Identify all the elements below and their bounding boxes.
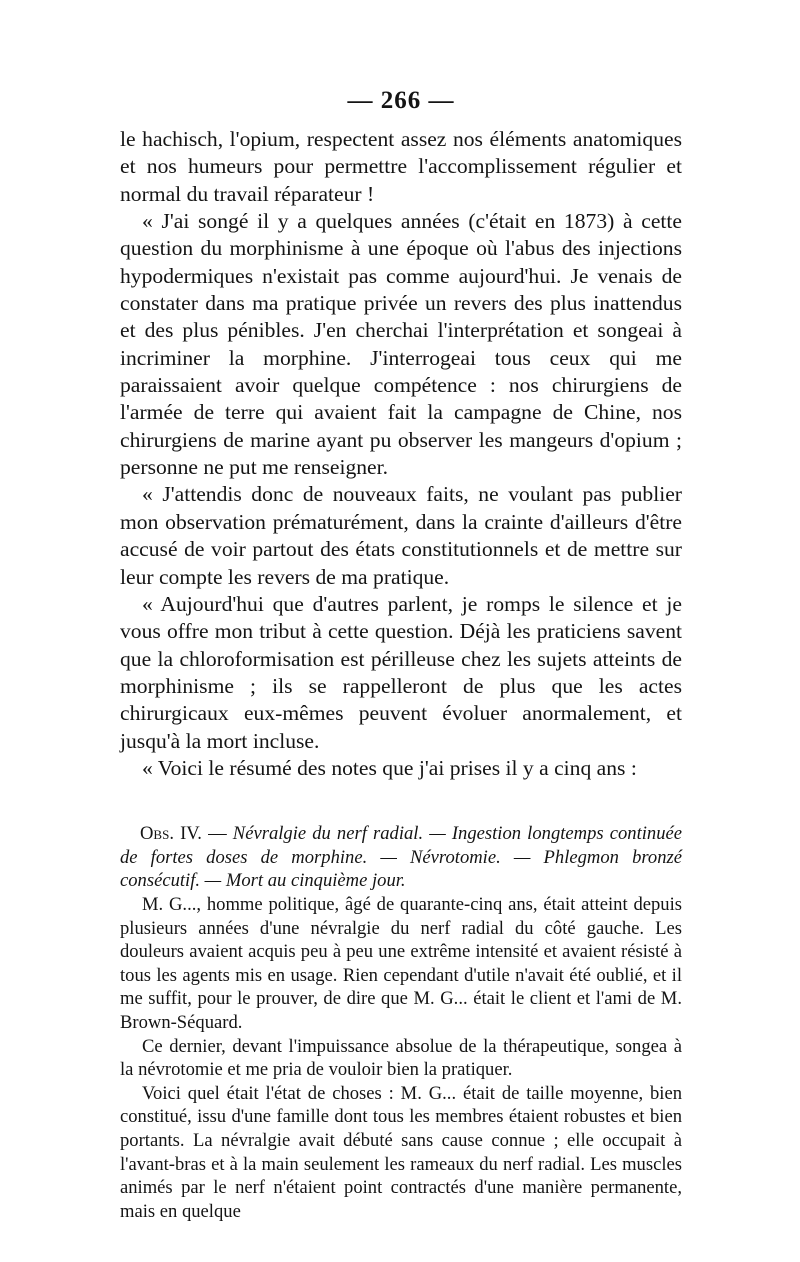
observation-paragraph-etat: Voici quel était l'état de choses : M. G... était de taille moyenne, bien constitué, issu d'une famille dont tous les membres étaient robustes et bien portants. La névralgie avait débuté sans cause connue ; elle occupait à l'avant-bras et à la main seulement les rameaux du nerf radial. Les muscles animés par le nerf n'étaient point contractés d'une manière permanente, mais en quelque xyxy=(120,1082,682,1222)
book-page xyxy=(120,84,682,1223)
observation-paragraph-therapeutique: Ce dernier, devant l'impuissance absolue de la thérapeutique, songea à la névrotomie et me pria de vouloir bien la pratiquer. xyxy=(120,1035,682,1081)
paragraph-resume-notes: « Voici le résumé des notes que j'ai prises il y a cinq ans : xyxy=(142,755,637,780)
paragraph-attendis: « J'attendis donc de nouveaux faits, ne voulant pas publier mon observation prématurément, dans la crainte d'ailleurs d'être accusé de voir partout des états constitutionnels et de mettre sur leur compte les revers de ma pratique. xyxy=(120,482,682,589)
observation-label: Obs. IV. xyxy=(140,823,202,845)
observation-dash: — xyxy=(201,823,233,845)
observation-block xyxy=(120,822,682,1223)
observation-heading xyxy=(120,822,682,893)
section-gap xyxy=(120,782,682,822)
observation-title: Névralgie du nerf radial. — Ingestion longtemps continuée de fortes doses de morphine. — Névrotomie. — Phlegmon bronzé consécutif. — Mort au cinquième jour. xyxy=(120,823,683,892)
main-text xyxy=(120,126,682,782)
observation-paragraph-patient: M. G..., homme politique, âgé de quarante-cinq ans, était atteint depuis plusieurs années d'une névralgie du nerf radial du côté gauche. Les douleurs avaient acquis peu à peu une extrême intensité et avaient résisté à tous les agents mis en usage. Rien cependant d'utile n'avait été oublié, et il me suffit, pour le prouver, de dire que M. G... était le client et l'ami de M. Brown-Séquard. xyxy=(120,894,682,1033)
paragraph-opening: le hachisch, l'opium, respectent assez nos éléments anatomiques et nos humeurs pour permettre l'accomplissement régulier et normal du travail réparateur ! xyxy=(120,127,682,206)
paragraph-aujourdhui: « Aujourd'hui que d'autres parlent, je romps le silence et je vous offre mon tribut à cette question. Déjà les praticiens savent que la chloroformisation est périlleuse chez les sujets atteints de morphinisme ; ils se rappelleront de plus que les actes chirurgicaux eux-mêmes peuvent évoluer anormalement, et jusqu'à la mort incluse. xyxy=(120,591,682,753)
paragraph-morphinisme-1873: « J'ai songé il y a quelques années (c'était en 1873) à cette question du morphinisme à une époque où l'abus des injections hypodermiques n'existait pas comme aujourd'hui. Je venais de constater dans ma pratique privée un revers des plus inattendus et des plus pénibles. J'en cherchai l'interprétation et songeai à incriminer la morphine. J'interrogeai tous ceux qui me paraissaient avoir quelque compétence : nos chirurgiens de l'armée de terre qui avaient fait la campagne de Chine, nos chirurgiens de marine ayant pu observer les mangeurs d'opium ; personne ne put me renseigner. xyxy=(120,209,682,480)
page-number: — 266 — xyxy=(347,87,455,114)
